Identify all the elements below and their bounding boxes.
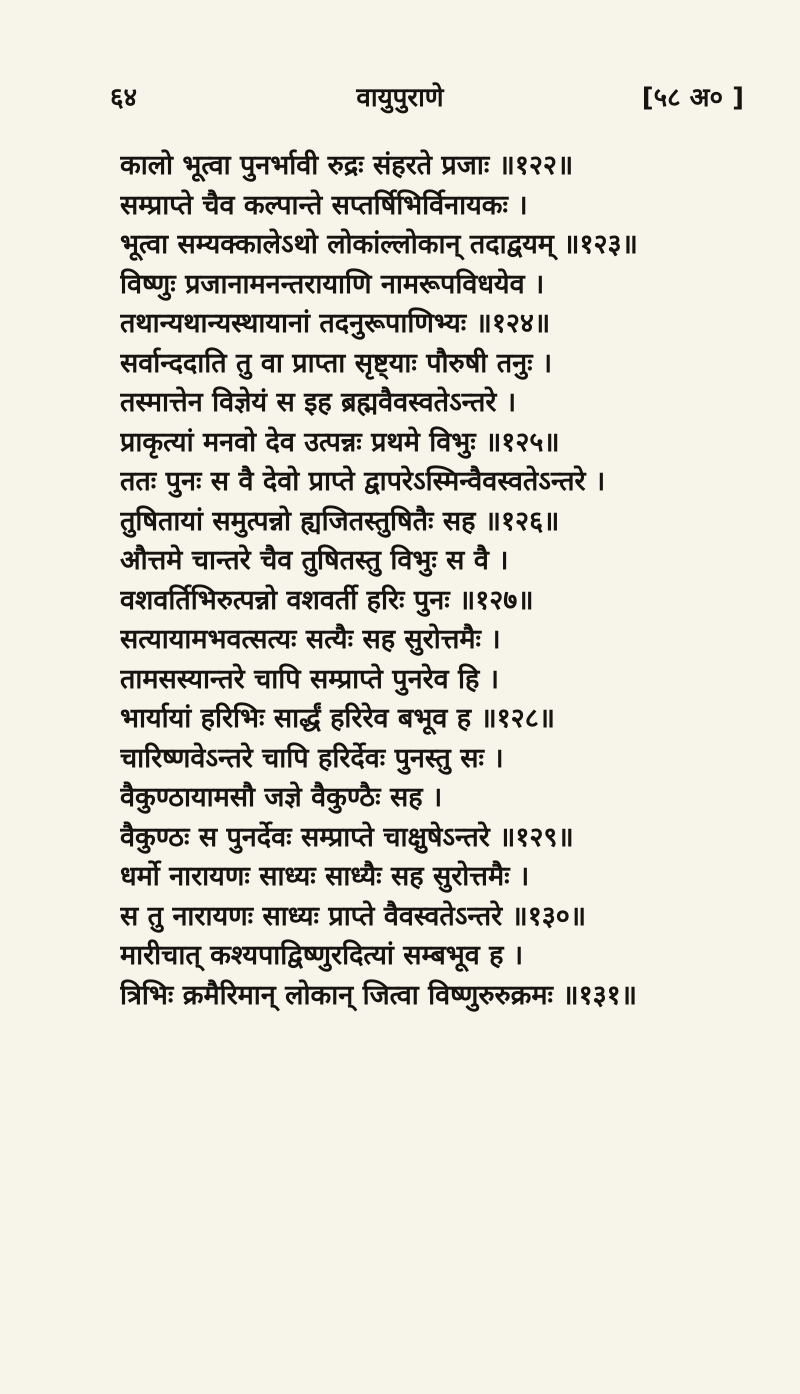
page-header — [0, 56, 800, 116]
page-number: ६४ — [110, 83, 138, 113]
verse-line: वैकुण्ठायामसौ जज्ञे वैकुण्ठैः सह । — [120, 782, 443, 813]
verse-line: औत्तमे चान्तरे चैव तुषितस्तु विभुः स वै । — [120, 545, 509, 576]
verse-line: विष्णुः प्रजानामनन्तरायाणि नामरूपविधयेव । — [120, 268, 545, 300]
verse-line: तस्मात्तेन विज्ञेयं स इह ब्रह्मवैवस्वतेऽन्तरे । — [120, 387, 517, 418]
running-title: वायुपुराणे — [356, 83, 444, 113]
verse-line: सर्वान्ददाति तु वा प्राप्ता सृष्ट्याः पौरुषी तनुः । — [120, 347, 553, 379]
verse-line: स तु नारायणः साध्यः प्राप्ते वैवस्वतेऽन्तरे ॥१३०॥ — [120, 900, 587, 932]
verse-line: प्राकृत्यां मनवो देव उत्पन्नः प्रथमे विभुः ॥१२५॥ — [120, 426, 560, 458]
verse-line: तामसस्यान्तरे चापि सम्प्राप्ते पुनरेव हि । — [120, 663, 500, 695]
verse-line: भूत्वा सम्यक्कालेऽथो लोकांल्लोकान् तदाद्वयम् ॥१२३॥ — [120, 229, 638, 260]
verse-line: सम्प्राप्ते चैव कल्पान्ते सप्तर्षिभिर्विनायकः । — [120, 189, 528, 221]
verse-line: मारीचात् कश्यपाद्विष्णुरदित्यां सम्बभूव ह । — [120, 940, 524, 971]
verse-line: तुषितायां समुत्पन्नो ह्यजितस्तुषितैः सह ॥१२६॥ — [120, 505, 560, 537]
verse-line: वैकुण्ठः स पुनर्देवः सम्प्राप्ते चाक्षुषेऽन्तरे ॥१२९॥ — [120, 821, 574, 853]
verse-block — [120, 146, 770, 1015]
verse-line: तथान्यथान्यस्थायानां तदनुरूपाणिभ्यः ॥१२४॥ — [120, 308, 551, 339]
verse-line: सत्यायामभवत्सत्यः सत्यैः सह सुरोत्तमैः । — [120, 624, 501, 655]
verse-line: धर्मो नारायणः साध्यः साध्यैः सह सुरोत्तमैः । — [120, 861, 530, 892]
verse-line: चारिष्णवेऽन्तरे चापि हरिर्देवः पुनस्तु सः । — [120, 742, 504, 774]
verse-line: ततः पुनः स वै देवो प्राप्ते द्वापरेऽस्मिन्वैवस्वतेऽन्तरे । — [120, 466, 606, 497]
verse-line: त्रिभिः क्रमैरिमान् लोकान् जित्वा विष्णुरुरुक्रमः ॥१३१॥ — [120, 979, 637, 1011]
section-reference: [५८ अ० ] — [641, 83, 744, 113]
verse-line: वशवर्तिभिरुत्पन्नो वशवर्ती हरिः पुनः ॥१२७॥ — [120, 584, 534, 616]
verse-line: कालो भूत्वा पुनर्भावी रुद्रः संहरते प्रजाः ॥१२२॥ — [120, 150, 574, 181]
verse-line: भार्यायां हरिभिः सार्द्धं हरिरेव बभूव ह ॥१२८॥ — [120, 703, 555, 734]
